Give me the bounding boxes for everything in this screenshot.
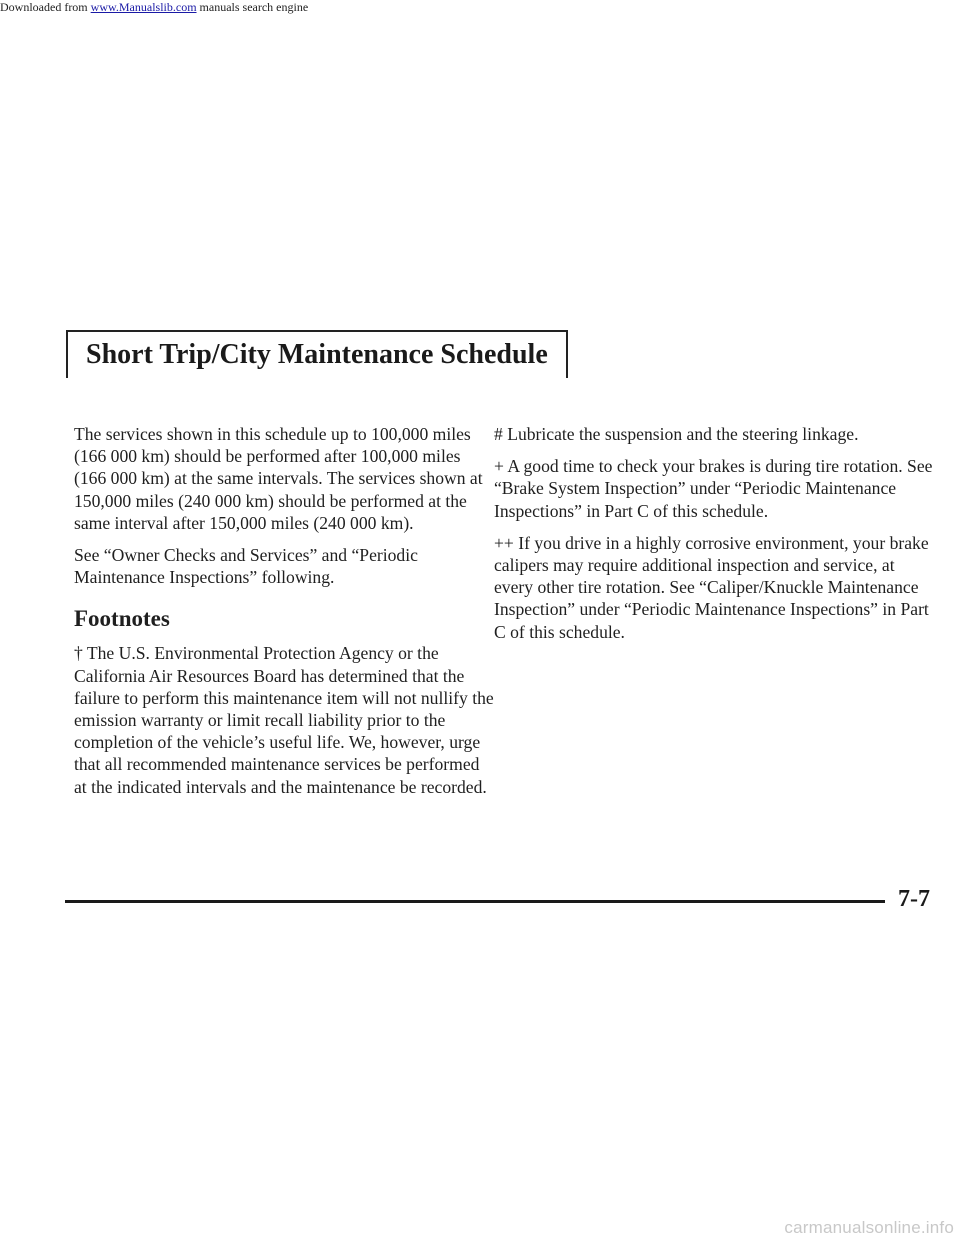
- footnote-double-plus: ++ If you drive in a highly corrosive environment, your brake calipers may require additional inspection and service, at every other tire rotation. See “Caliper/Knuckle Maintenance Inspection” under “Periodic Maintenance Inspections” in Part C of this schedule.: [494, 532, 929, 642]
- page-number: 7-7: [898, 886, 930, 912]
- footer-rule: [65, 900, 885, 903]
- right-column: [494, 423, 934, 653]
- download-header: [0, 0, 308, 15]
- manualslib-link[interactable]: www.Manualslib.com: [90, 0, 197, 14]
- footnote-dagger: † The U.S. Environmental Protection Agency or the California Air Resources Board has determined that the failure to perform this maintenance item will not nullify the emission warranty or limit recall liability prior to the completion of the vehicle’s useful life. We, however, urge that all recommended maintenance services be performed at the indicated intervals and the maintenance be recorded.: [74, 643, 494, 797]
- header-prefix: Downloaded from: [0, 0, 91, 14]
- footnote-hash: # Lubricate the suspension and the steering linkage.: [494, 424, 859, 444]
- header-suffix: manuals search engine: [196, 0, 309, 14]
- footnotes-heading: Footnotes: [74, 606, 170, 632]
- page-title: Short Trip/City Maintenance Schedule: [86, 339, 548, 370]
- footnote-plus: + A good time to check your brakes is during tire rotation. See “Brake System Inspection” under “Periodic Maintenance Inspections” in Part C of this schedule.: [494, 456, 933, 521]
- left-column: [74, 423, 494, 808]
- intro-paragraph: The services shown in this schedule up to 100,000 miles (166 000 km) should be performed after 100,000 miles (166 000 km) at the same intervals. The services shown at 150,000 miles (240 000 km) should be performed at the same interval after 150,000 miles (240 000 km).: [74, 424, 483, 533]
- watermark-text: carmanualsonline.info: [784, 1218, 954, 1237]
- see-also-paragraph: See “Owner Checks and Services” and “Periodic Maintenance Inspections” following.: [74, 545, 418, 588]
- section-title-box: [66, 330, 568, 378]
